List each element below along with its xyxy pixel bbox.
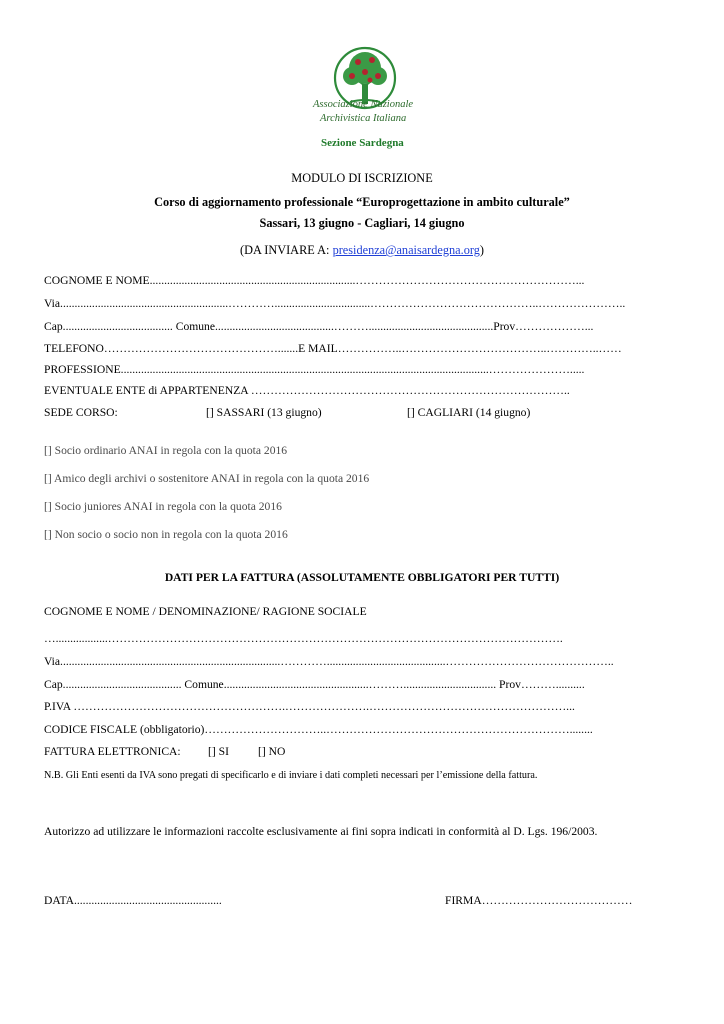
- send-to-line: [0, 243, 724, 258]
- option-non-socio[interactable]: [] Non socio o socio non in regola con la quota 2016: [44, 528, 288, 541]
- via-field[interactable]: Via..........................................................………….................................……………………………………..…………………..: [44, 297, 626, 310]
- option-socio-juniores[interactable]: [] Socio juniores ANAI in regola con la quota 2016: [44, 500, 282, 513]
- cap-comune-prov-field[interactable]: Cap...................................... Comune.........................................………...........................................Prov………………...: [44, 320, 594, 333]
- cognome-field[interactable]: COGNOME E NOME.......................................................................…………………………………………………...: [44, 274, 585, 287]
- option-amico-archivi[interactable]: [] Amico degli archivi o sostenitore ANAI in regola con la quota 2016: [44, 472, 370, 485]
- fattura-si-checkbox[interactable]: [] SI: [208, 745, 229, 758]
- form-title: MODULO DI ISCRIZIONE: [291, 171, 433, 185]
- fattura-no-checkbox[interactable]: [] NO: [258, 745, 286, 758]
- sede-label: SEDE CORSO:: [44, 406, 118, 419]
- denominazione-label: COGNOME E NOME / DENOMINAZIONE/ RAGIONE SOCIALE: [44, 605, 367, 618]
- piva-field[interactable]: P.IVA ……………………………………………….………………….……………………………………………...: [44, 700, 575, 713]
- send-suffix: ): [479, 243, 484, 257]
- logo-section: Sezione Sardegna: [321, 137, 404, 149]
- invoice-via-field[interactable]: Via............................................................................………….........................................……………………………………..: [44, 655, 614, 668]
- fattura-elettronica-label: FATTURA ELETTRONICA:: [44, 745, 181, 758]
- course-title: Corso di aggiornamento professionale “Europrogettazione in ambito culturale”: [154, 195, 570, 209]
- telefono-email-field[interactable]: TELEFONO……………………………………….......E MAIL……………..………………………………..…………..……: [44, 342, 622, 355]
- course-dates: Sassari, 13 giugno - Cagliari, 14 giugno: [259, 216, 465, 230]
- ente-field[interactable]: EVENTUALE ENTE di APPARTENENZA ………………………………………………………………………..: [44, 384, 570, 397]
- sede-sassari-checkbox[interactable]: [] SASSARI (13 giugno): [206, 406, 322, 419]
- logo-line-1: Associazione Nazionale: [313, 99, 414, 110]
- iva-note: N.B. Gli Enti esenti da IVA sono pregati di specificarlo e di inviare i dati completi necessari per l’emissione della fattura.: [44, 770, 538, 781]
- denominazione-field[interactable]: …..................……………………………………………………………………………………………………….: [44, 632, 563, 645]
- option-socio-ordinario[interactable]: [] Socio ordinario ANAI in regola con la quota 2016: [44, 444, 288, 457]
- email-link[interactable]: presidenza@anaisardegna.org: [332, 243, 480, 257]
- privacy-consent: Autorizzo ad utilizzare le informazioni raccolte esclusivamente ai fini sopra indicati in conformità al D. Lgs. 196/2003.: [44, 825, 598, 838]
- codice-fiscale-field[interactable]: CODICE FISCALE (obbligatorio)…………………………..………………………………………………………........: [44, 723, 593, 736]
- send-prefix: (DA INVIARE A:: [239, 243, 333, 257]
- professione-field[interactable]: PROFESSIONE...............................................................................................................................………………….....: [44, 363, 585, 376]
- firma-field[interactable]: FIRMA…………………………………: [445, 894, 633, 907]
- data-field[interactable]: DATA...................................................: [44, 894, 222, 907]
- invoice-heading: DATI PER LA FATTURA (ASSOLUTAMENTE OBBLIGATORI PER TUTTI): [164, 571, 560, 584]
- sede-cagliari-checkbox[interactable]: [] CAGLIARI (14 giugno): [407, 406, 531, 419]
- invoice-cap-field[interactable]: Cap......................................... Comune..................................................………................................ Prov………..........: [44, 678, 585, 691]
- logo-line-2: Archivistica Italiana: [320, 113, 407, 124]
